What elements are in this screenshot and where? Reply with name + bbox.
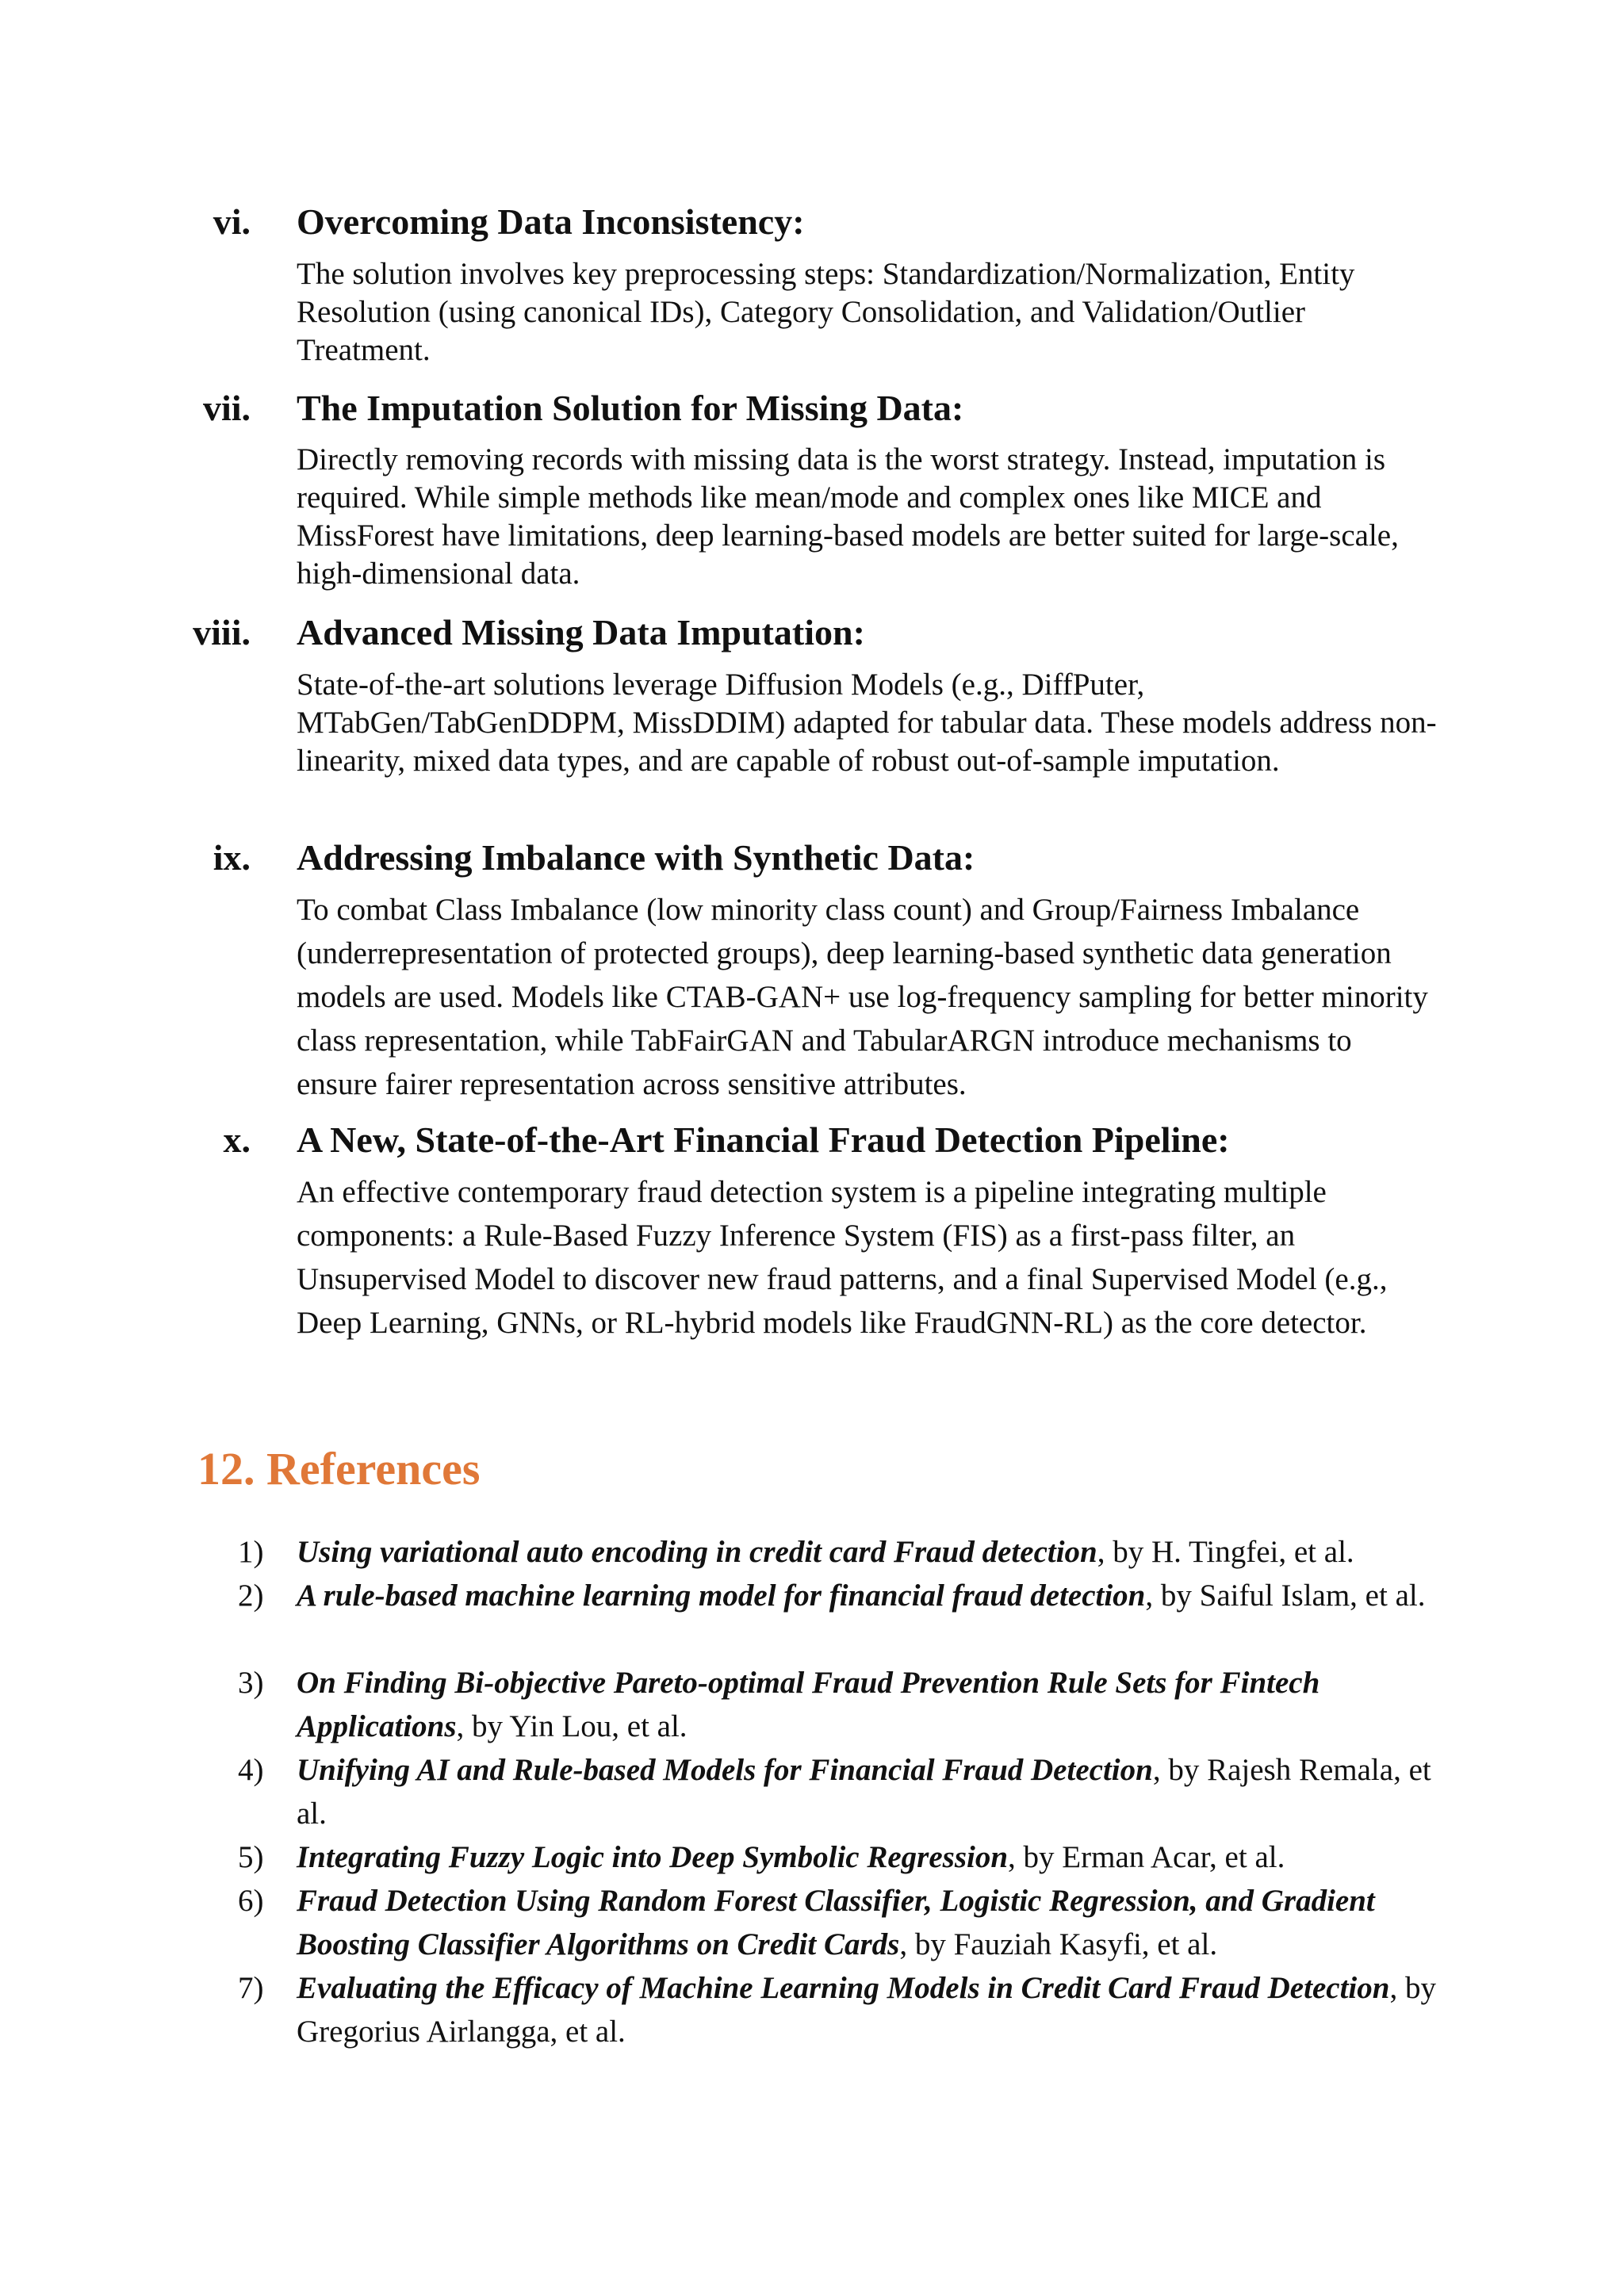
item-title: The Imputation Solution for Missing Data: — [297, 388, 964, 428]
reference-title: A rule-based machine learning model for financial fraud detection — [297, 1578, 1146, 1613]
reference-text — [297, 1574, 1438, 1617]
references-heading: 12. References — [197, 1443, 481, 1494]
reference-authors: , by H. Tingfei, et al. — [1097, 1535, 1354, 1569]
reference-authors: , by Rajesh Remala, et al. — [297, 1753, 1431, 1831]
item-numeral: viii. — [193, 612, 251, 652]
reference-text — [297, 1835, 1438, 1879]
reference-text — [297, 1530, 1438, 1574]
reference-authors: , by Fauziah Kasyfi, et al. — [899, 1927, 1218, 1961]
item-title: A New, State-of-the-Art Financial Fraud Detection Pipeline: — [297, 1119, 1230, 1160]
reference-number: 4) — [238, 1753, 264, 1787]
item-title: Overcoming Data Inconsistency: — [297, 201, 805, 242]
item-title: Advanced Missing Data Imputation: — [297, 612, 865, 652]
reference-number: 3) — [238, 1666, 264, 1700]
reference-title: On Finding Bi-objective Pareto-optimal Fraud Prevention Rule Sets for Fintech Applications — [297, 1666, 1320, 1743]
item-numeral: ix. — [213, 837, 251, 878]
reference-number: 5) — [238, 1840, 264, 1874]
reference-text — [297, 1966, 1438, 2053]
item-numeral: x. — [223, 1119, 251, 1160]
reference-title: Integrating Fuzzy Logic into Deep Symbolic Regression — [297, 1840, 1009, 1874]
reference-authors: , by Yin Lou, et al. — [456, 1709, 688, 1743]
reference-text — [297, 1661, 1438, 1748]
reference-authors: , by Gregorius Airlangga, et al. — [297, 1971, 1436, 2049]
reference-number: 1) — [238, 1535, 264, 1569]
item-body: To combat Class Imbalance (low minority class count) and Group/Fairness Imbalance (underrepresentation of protected groups), deep learning-based synthetic data generation models are used. Models like CTAB-GAN+ use log-frequency sampling for better minority class representation, while TabFairGAN and TabularARGN introduce mechanisms to ensure fairer representation across sensitive attributes. — [297, 893, 1428, 1101]
reference-authors: , by Erman Acar, et al. — [1008, 1840, 1285, 1874]
reference-title: Evaluating the Efficacy of Machine Learning Models in Credit Card Fraud Detection — [297, 1971, 1390, 2005]
reference-title: Fraud Detection Using Random Forest Classifier, Logistic Regression, and Gradient Boosting Classifier Algorithms on Credit Cards — [297, 1884, 1375, 1961]
item-numeral: vi. — [213, 201, 251, 242]
reference-number: 6) — [238, 1884, 264, 1918]
item-body: An effective contemporary fraud detection system is a pipeline integrating multiple components: a Rule-Based Fuzzy Inference System (FIS) as a first-pass filter, an Unsupervised Model to discover new fraud patterns, and a final Supervised Model (e.g., Deep Learning, GNNs, or RL-hybrid models like FraudGNN-RL) as the core detector. — [297, 1175, 1388, 1340]
item-title: Addressing Imbalance with Synthetic Data: — [297, 837, 975, 878]
reference-title: Unifying AI and Rule-based Models for Financial Fraud Detection — [297, 1753, 1153, 1787]
reference-number: 7) — [238, 1971, 264, 2005]
item-body: The solution involves key preprocessing steps: Standardization/Normalization, Entity Resolution (using canonical IDs), Category Consolidation, and Validation/Outlier Treatment. — [297, 257, 1355, 367]
reference-text — [297, 1879, 1438, 1966]
item-body: Directly removing records with missing data is the worst strategy. Instead, imputation is required. While simple methods like mean/mode and complex ones like MICE and MissForest have limitations, deep learning-based models are better suited for large-scale, high-dimensional data. — [297, 442, 1399, 591]
reference-authors: , by Saiful Islam, et al. — [1145, 1578, 1426, 1613]
reference-number: 2) — [238, 1578, 264, 1613]
reference-title: Using variational auto encoding in credit card Fraud detection — [297, 1535, 1097, 1569]
reference-text — [297, 1748, 1438, 1835]
item-numeral: vii. — [202, 388, 251, 428]
item-body: State-of-the-art solutions leverage Diffusion Models (e.g., DiffPuter, MTabGen/TabGenDDPM, MissDDIM) adapted for tabular data. These models address non-linearity, mixed data types, and are capable of robust out-of-sample imputation. — [297, 668, 1437, 778]
